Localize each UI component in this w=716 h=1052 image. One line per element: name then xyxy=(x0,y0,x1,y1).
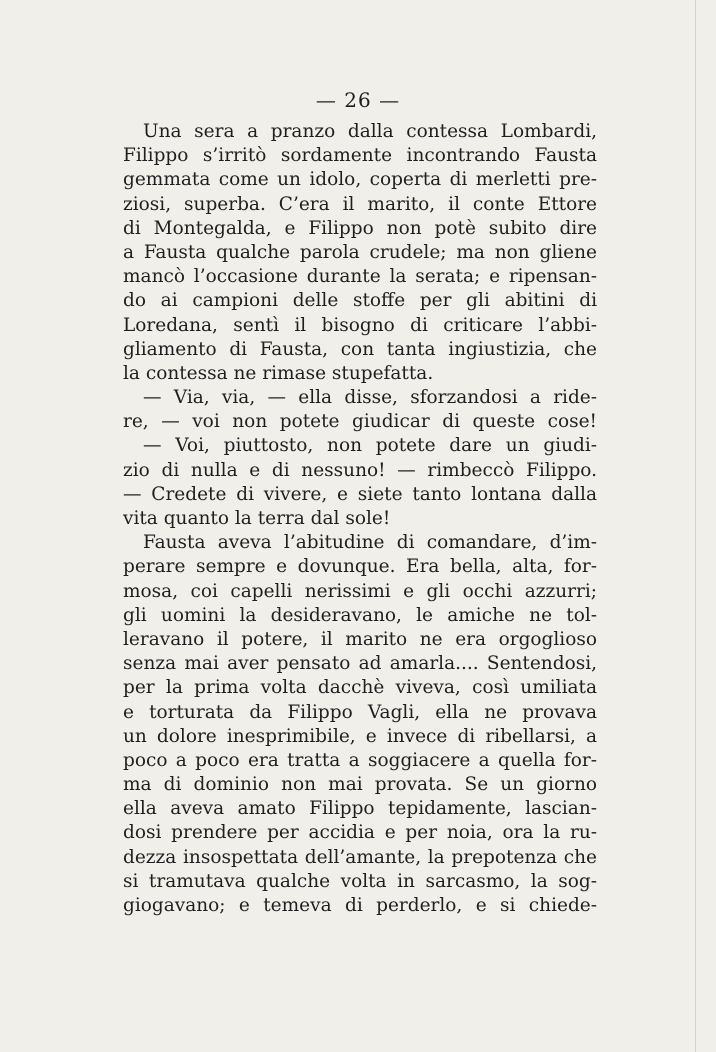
text-line: mosa, coi capelli nerissimi e gli occhi azzurri; xyxy=(123,580,597,602)
text-line: perare sempre e dovunque. Era bella, alta, for- xyxy=(123,556,597,578)
text-line: — Credete di vivere, e siete tanto lontana dalla xyxy=(123,483,597,505)
text-line: — Voi, piuttosto, non potete dare un giudi- xyxy=(143,435,597,457)
text-line: dosi prendere per accidia e per noia, ora la ru- xyxy=(123,822,597,844)
text-line: gliamento di Fausta, con tanta ingiustizia, che xyxy=(123,338,597,360)
text-line: ella aveva amato Filippo tepidamente, lascian- xyxy=(123,798,597,820)
text-line: leravano il potere, il marito ne era orgoglioso xyxy=(123,628,597,650)
text-line: gemmata come un idolo, coperta di merletti pre- xyxy=(123,169,597,191)
body-text xyxy=(123,120,597,918)
text-line: si tramutava qualche volta in sarcasmo, la sog- xyxy=(123,870,597,892)
text-line: senza mai aver pensato ad amarla.... Sentendosi, xyxy=(123,653,597,675)
text-line: un dolore inesprimibile, e invece di ribellarsi, a xyxy=(123,725,597,747)
text-line: la contessa ne rimase stupefatta. xyxy=(123,362,434,384)
text-line: di Montegalda, e Filippo non potè subito dire xyxy=(123,217,597,239)
text-line: ziosi, superba. C’era il marito, il conte Ettore xyxy=(123,193,597,215)
page-number: — 26 — xyxy=(315,88,401,112)
text-line: Una sera a pranzo dalla contessa Lombardi, xyxy=(143,121,597,142)
text-line: Loredana, sentì il bisogno di criticare l’abbi- xyxy=(123,314,597,336)
text-line: ma di dominio non mai provata. Se un giorno xyxy=(123,774,597,796)
text-line: giogavano; e temeva di perderlo, e si chiede- xyxy=(123,895,597,916)
text-line: poco a poco era tratta a soggiacere a quella for- xyxy=(123,749,597,771)
text-line: gli uomini la desideravano, le amiche ne tol- xyxy=(123,604,597,626)
text-line: do ai campioni delle stoffe per gli abitini di xyxy=(123,290,597,312)
text-line: — Via, via, — ella disse, sforzandosi a ride- xyxy=(143,387,597,409)
text-line: a Fausta qualche parola crudele; ma non gliene xyxy=(123,241,597,263)
text-line: Filippo s’irritò sordamente incontrando Fausta xyxy=(123,145,597,167)
text-line: Fausta aveva l’abitudine di comandare, d’im- xyxy=(143,532,597,554)
text-line: mancò l’occasione durante la serata; e ripensan- xyxy=(123,266,597,288)
text-line: zio di nulla e di nessuno! — rimbeccò Filippo. xyxy=(123,459,597,481)
text-line: per la prima volta dacchè viveva, così umiliata xyxy=(123,677,597,699)
text-line: vita quanto la terra dal sole! xyxy=(123,508,391,529)
text-line: re, — voi non potete giudicar di queste cose! xyxy=(123,411,597,433)
text-line: e torturata da Filippo Vagli, ella ne provava xyxy=(123,701,597,723)
text-line: dezza insospettata dell’amante, la prepotenza che xyxy=(123,846,597,868)
